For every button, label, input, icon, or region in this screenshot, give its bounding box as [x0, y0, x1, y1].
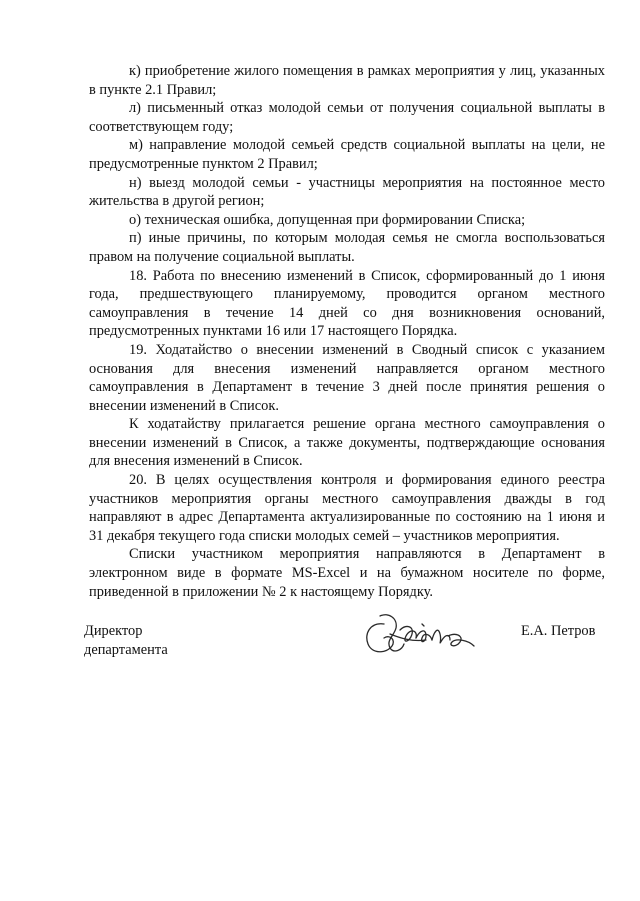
signatory-position-line2: департамента	[84, 642, 168, 658]
signatory-position-line1: Директор	[84, 623, 143, 639]
paragraph-l: л) письменный отказ молодой семьи от получения социальной выплаты в соответствующем году;	[89, 100, 605, 135]
paragraph-p: п) иные причины, по которым молодая семья не смогла воспользоваться правом на получение социальной выплаты.	[89, 230, 605, 265]
paragraph-20-lists: Списки участником мероприятия направляются в Департамент в электронном виде в формате MS-Excel и на бумажном носителе по форме, приведенной в приложении № 2 к настоящему Порядку.	[89, 546, 605, 600]
handwritten-signature-image	[360, 604, 484, 664]
document-body	[89, 62, 605, 601]
paragraph-19: 19. Ходатайство о внесении изменений в Сводный список с указанием основания для внесения изменений направляется органом местного самоуправления в Департамент в течение 3 дней после принятия решения о внесении изменений в Список.	[89, 341, 605, 414]
signatory-name: Е.А. Петров	[521, 623, 596, 639]
paragraph-19-attachment: К ходатайству прилагается решение органа местного самоуправления о внесении изменений в Список, а также документы, подтверждающие основания для внесения изменений в Список.	[89, 416, 605, 470]
paragraph-o: о) техническая ошибка, допущенная при формировании Списка;	[129, 211, 526, 228]
paragraph-m: м) направление молодой семьей средств социальной выплаты на цели, не предусмотренные пунктом 2 Правил;	[89, 137, 605, 172]
signatory-position	[84, 622, 168, 660]
paragraph-18: 18. Работа по внесению изменений в Список, сформированный до 1 июня года, предшествующего планируемому, проводится органом местного самоуправления в течение 14 дней со дня возникновения оснований, предусмотренных пунктами 16 или 17 настоящего Порядка.	[89, 267, 605, 340]
paragraph-k: к) приобретение жилого помещения в рамках мероприятия у лиц, указанных в пункте 2.1 Правил;	[89, 63, 605, 98]
paragraph-20: 20. В целях осуществления контроля и формирования единого реестра участников мероприятия органы местного самоуправления дважды в год направляют в адрес Департамента актуализированные по состоянию на 1 июня и 31 декабря текущего года списки молодых семей – участников мероприятия.	[89, 472, 605, 544]
paragraph-n: н) выезд молодой семьи - участницы мероприятия на постоянное место жительства в другой регион;	[89, 174, 605, 210]
